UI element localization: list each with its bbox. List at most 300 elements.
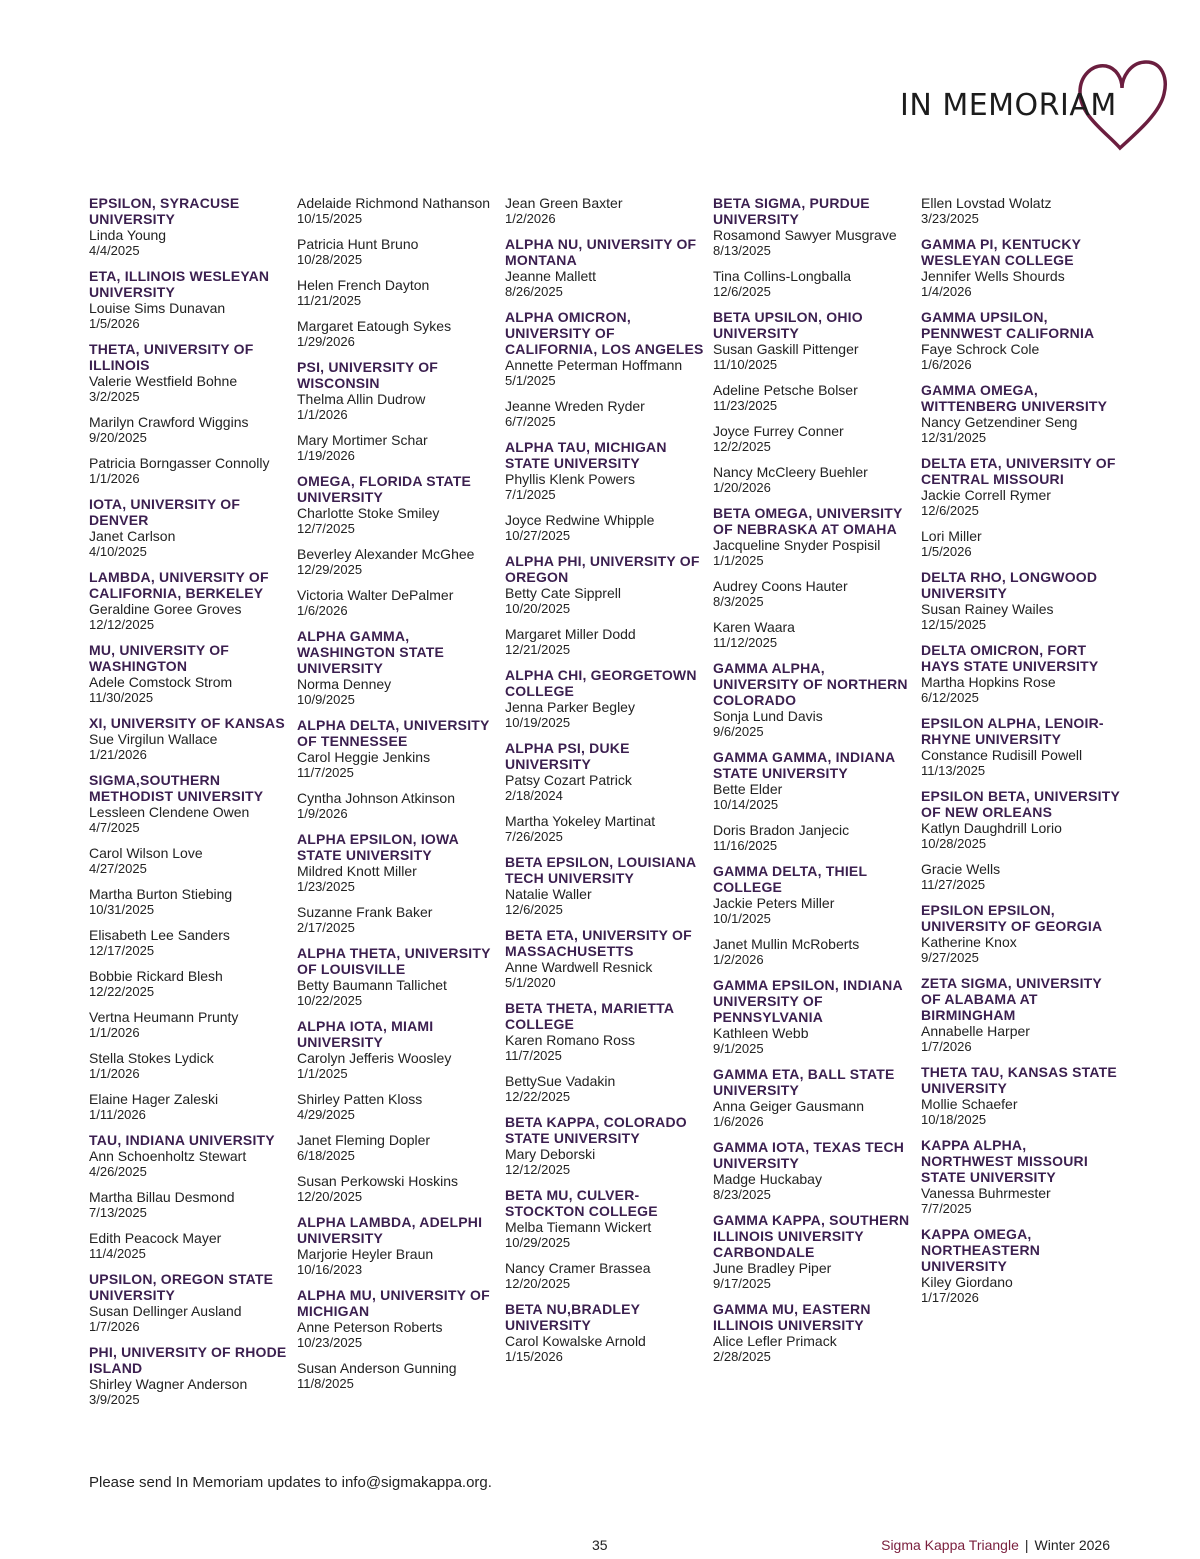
publication-info — [881, 1537, 1110, 1553]
chapter-heading: DELTA OMICRON, FORT HAYS STATE UNIVERSITY — [921, 642, 1099, 674]
memoriam-column-1 — [89, 195, 289, 1417]
memorial-entry — [297, 717, 497, 781]
chapter-heading: EPSILON EPSILON, UNIVERSITY OF GEORGIA — [921, 902, 1103, 934]
memorial-entry — [713, 863, 913, 927]
member-name: Nancy Getzendiner Seng — [921, 414, 1078, 430]
death-date: 12/22/2025 — [505, 1089, 571, 1104]
memorial-entry — [713, 309, 913, 373]
chapter-heading: BETA SIGMA, PURDUE UNIVERSITY — [713, 195, 870, 227]
member-name: Marilyn Crawford Wiggins — [89, 414, 249, 430]
memorial-entry — [297, 587, 497, 619]
death-date: 8/13/2025 — [713, 243, 771, 258]
member-name: Faye Schrock Cole — [921, 341, 1040, 357]
death-date: 4/10/2025 — [89, 544, 147, 559]
memorial-entry — [713, 660, 913, 740]
chapter-heading: IOTA, UNIVERSITY OF DENVER — [89, 496, 241, 528]
death-date: 1/19/2026 — [297, 448, 355, 463]
death-date: 10/14/2025 — [713, 797, 779, 812]
memorial-entry — [89, 968, 289, 1000]
chapter-heading: ALPHA TAU, MICHIGAN STATE UNIVERSITY — [505, 439, 667, 471]
member-name: Susan Rainey Wailes — [921, 601, 1054, 617]
chapter-heading: ALPHA MU, UNIVERSITY OF MICHIGAN — [297, 1287, 490, 1319]
memorial-entry — [297, 359, 497, 423]
memorial-entry — [89, 1009, 289, 1041]
death-date: 12/31/2025 — [921, 430, 987, 445]
member-name: Margaret Eatough Sykes — [297, 318, 452, 334]
chapter-heading: DELTA RHO, LONGWOOD UNIVERSITY — [921, 569, 1098, 601]
chapter-heading: KAPPA ALPHA, NORTHWEST MISSOURI STATE UNIVERSITY — [921, 1137, 1088, 1185]
memorial-entry — [297, 236, 497, 268]
memorial-entry — [89, 1230, 289, 1262]
chapter-heading: EPSILON BETA, UNIVERSITY OF NEW ORLEANS — [921, 788, 1120, 820]
death-date: 8/23/2025 — [713, 1187, 771, 1202]
member-name: Susan Perkowski Hoskins — [297, 1173, 459, 1189]
member-name: Susan Gaskill Pittenger — [713, 341, 859, 357]
death-date: 7/13/2025 — [89, 1205, 147, 1220]
death-date: 12/7/2025 — [297, 521, 355, 536]
member-name: Jennifer Wells Shourds — [921, 268, 1065, 284]
chapter-heading: THETA TAU, KANSAS STATE UNIVERSITY — [921, 1064, 1117, 1096]
member-name: Rosamond Sawyer Musgrave — [713, 227, 897, 243]
chapter-heading: SIGMA,SOUTHERN METHODIST UNIVERSITY — [89, 772, 264, 804]
member-name: Mollie Schaefer — [921, 1096, 1018, 1112]
chapter-heading: BETA MU, CULVER-STOCKTON COLLEGE — [505, 1187, 658, 1219]
death-date: 5/1/2020 — [505, 975, 556, 990]
member-name: Stella Stokes Lydick — [89, 1050, 214, 1066]
memorial-entry — [89, 1271, 289, 1335]
chapter-heading: GAMMA ALPHA, UNIVERSITY OF NORTHERN COLORADO — [713, 660, 908, 708]
member-name: Jackie Peters Miller — [713, 895, 835, 911]
memorial-entry — [297, 1360, 497, 1392]
member-name: Adelaide Richmond Nathanson — [297, 195, 491, 211]
death-date: 11/23/2025 — [713, 398, 778, 413]
memorial-entry — [89, 642, 289, 706]
memorial-entry — [713, 619, 913, 651]
memorial-entry — [921, 569, 1121, 633]
memorial-entry — [713, 382, 913, 414]
member-name: Charlotte Stoke Smiley — [297, 505, 440, 521]
memorial-entry — [297, 904, 497, 936]
memorial-entry — [89, 715, 289, 763]
member-name: Patsy Cozart Patrick — [505, 772, 632, 788]
member-name: Audrey Coons Hauter — [713, 578, 848, 594]
death-date: 6/12/2025 — [921, 690, 979, 705]
member-name: Lori Miller — [921, 528, 982, 544]
memorial-entry — [89, 1344, 289, 1408]
memorial-entry — [505, 553, 705, 617]
memorial-entry — [921, 195, 1121, 227]
chapter-heading: PHI, UNIVERSITY OF RHODE ISLAND — [89, 1344, 287, 1376]
death-date: 8/3/2025 — [713, 594, 764, 609]
member-name: Patricia Hunt Bruno — [297, 236, 419, 252]
death-date: 1/17/2026 — [921, 1290, 979, 1305]
chapter-heading: EPSILON ALPHA, LENOIR-RHYNE UNIVERSITY — [921, 715, 1104, 747]
death-date: 1/2/2026 — [713, 952, 764, 967]
page-title: IN MEMORIAM — [900, 88, 1117, 123]
death-date: 10/31/2025 — [89, 902, 155, 917]
memorial-entry — [505, 1114, 705, 1178]
memorial-entry — [89, 1050, 289, 1082]
member-name: Alice Lefler Primack — [713, 1333, 837, 1349]
chapter-heading: ALPHA DELTA, UNIVERSITY OF TENNESSEE — [297, 717, 490, 749]
memorial-entry — [505, 309, 705, 389]
memorial-entry — [505, 398, 705, 430]
member-name: BettySue Vadakin — [505, 1073, 616, 1089]
memorial-entry — [713, 1139, 913, 1203]
death-date: 1/9/2026 — [297, 806, 348, 821]
member-name: Kiley Giordano — [921, 1274, 1013, 1290]
death-date: 11/21/2025 — [297, 293, 362, 308]
death-date: 12/12/2025 — [505, 1162, 571, 1177]
death-date: 6/18/2025 — [297, 1148, 355, 1163]
death-date: 1/1/2026 — [89, 471, 140, 486]
chapter-heading: LAMBDA, UNIVERSITY OF CALIFORNIA, BERKELEY — [89, 569, 269, 601]
memorial-entry — [921, 1226, 1121, 1306]
death-date: 10/19/2025 — [505, 715, 571, 730]
death-date: 10/27/2025 — [505, 528, 571, 543]
death-date: 1/29/2026 — [297, 334, 355, 349]
memoriam-column-5 — [921, 195, 1121, 1315]
death-date: 9/1/2025 — [713, 1041, 764, 1056]
member-name: Shirley Patten Kloss — [297, 1091, 423, 1107]
memorial-entry — [713, 578, 913, 610]
death-date: 4/26/2025 — [89, 1164, 147, 1179]
memorial-entry — [89, 1132, 289, 1180]
member-name: Ann Schoenholtz Stewart — [89, 1148, 247, 1164]
member-name: Norma Denney — [297, 676, 392, 692]
member-name: Natalie Waller — [505, 886, 592, 902]
death-date: 12/2/2025 — [713, 439, 771, 454]
memorial-entry — [921, 642, 1121, 706]
memorial-entry — [505, 195, 705, 227]
memorial-entry — [921, 788, 1121, 852]
member-name: Mary Mortimer Schar — [297, 432, 428, 448]
memorial-entry — [297, 546, 497, 578]
death-date: 7/26/2025 — [505, 829, 563, 844]
death-date: 12/29/2025 — [297, 562, 363, 577]
chapter-heading: DELTA ETA, UNIVERSITY OF CENTRAL MISSOURI — [921, 455, 1116, 487]
death-date: 12/21/2025 — [505, 642, 571, 657]
member-name: Marjorie Heyler Braun — [297, 1246, 434, 1262]
memorial-entry — [297, 1132, 497, 1164]
death-date: 2/28/2025 — [713, 1349, 771, 1364]
publication-name: Sigma Kappa Triangle — [881, 1537, 1019, 1553]
death-date: 9/20/2025 — [89, 430, 147, 445]
member-name: Vertna Heumann Prunty — [89, 1009, 239, 1025]
death-date: 11/8/2025 — [297, 1376, 354, 1391]
death-date: 1/2/2026 — [505, 211, 556, 226]
memorial-entry — [713, 1301, 913, 1365]
member-name: Martha Burton Stiebing — [89, 886, 233, 902]
memorial-entry — [89, 268, 289, 332]
chapter-heading: GAMMA EPSILON, INDIANA UNIVERSITY OF PENNSYLVANIA — [713, 977, 903, 1025]
death-date: 10/20/2025 — [505, 601, 571, 616]
memorial-entry — [297, 195, 497, 227]
member-name: Ellen Lovstad Wolatz — [921, 195, 1052, 211]
chapter-heading: BETA THETA, MARIETTA COLLEGE — [505, 1000, 674, 1032]
memoriam-column-3 — [505, 195, 705, 1374]
memorial-entry — [505, 667, 705, 731]
chapter-heading: BETA KAPPA, COLORADO STATE UNIVERSITY — [505, 1114, 687, 1146]
memorial-entry — [89, 569, 289, 633]
memorial-entry — [713, 195, 913, 259]
memorial-entry — [505, 439, 705, 503]
memorial-entry — [713, 936, 913, 968]
chapter-heading: ALPHA NU, UNIVERSITY OF MONTANA — [505, 236, 697, 268]
chapter-heading: ETA, ILLINOIS WESLEYAN UNIVERSITY — [89, 268, 270, 300]
member-name: Janet Fleming Dopler — [297, 1132, 431, 1148]
member-name: June Bradley Piper — [713, 1260, 832, 1276]
chapter-heading: ALPHA PHI, UNIVERSITY OF OREGON — [505, 553, 700, 585]
member-name: Elaine Hager Zaleski — [89, 1091, 219, 1107]
member-name: Jackie Correll Rymer — [921, 487, 1051, 503]
death-date: 1/1/2026 — [89, 1066, 140, 1081]
memorial-entry — [297, 831, 497, 895]
member-name: Madge Huckabay — [713, 1171, 822, 1187]
member-name: Patricia Borngasser Connolly — [89, 455, 270, 471]
member-name: Linda Young — [89, 227, 167, 243]
member-name: Janet Mullin McRoberts — [713, 936, 860, 952]
death-date: 9/6/2025 — [713, 724, 764, 739]
death-date: 10/18/2025 — [921, 1112, 987, 1127]
death-date: 7/1/2025 — [505, 487, 556, 502]
death-date: 1/6/2026 — [297, 603, 348, 618]
member-name: Nancy McCleery Buehler — [713, 464, 868, 480]
death-date: 10/29/2025 — [505, 1235, 571, 1250]
member-name: Lessleen Clendene Owen — [89, 804, 250, 820]
chapter-heading: GAMMA KAPPA, SOUTHERN ILLINOIS UNIVERSITY CARBONDALE — [713, 1212, 910, 1260]
memorial-entry — [505, 1260, 705, 1292]
memorial-entry — [89, 195, 289, 259]
memorial-entry — [297, 473, 497, 537]
member-name: Doris Bradon Janjecic — [713, 822, 850, 838]
death-date: 10/15/2025 — [297, 211, 363, 226]
death-date: 7/7/2025 — [921, 1201, 972, 1216]
death-date: 12/6/2025 — [713, 284, 771, 299]
member-name: Carol Wilson Love — [89, 845, 203, 861]
memorial-entry — [297, 1091, 497, 1123]
death-date: 1/4/2026 — [921, 284, 972, 299]
death-date: 3/9/2025 — [89, 1392, 140, 1407]
chapter-heading: ALPHA GAMMA, WASHINGTON STATE UNIVERSITY — [297, 628, 445, 676]
chapter-heading: ZETA SIGMA, UNIVERSITY OF ALABAMA AT BIRMINGHAM — [921, 975, 1102, 1023]
member-name: Sue Virgilun Wallace — [89, 731, 218, 747]
memorial-entry — [505, 1301, 705, 1365]
member-name: Anne Peterson Roberts — [297, 1319, 443, 1335]
member-name: Gracie Wells — [921, 861, 1001, 877]
chapter-heading: GAMMA GAMMA, INDIANA STATE UNIVERSITY — [713, 749, 895, 781]
chapter-heading: BETA ETA, UNIVERSITY OF MASSACHUSETTS — [505, 927, 692, 959]
member-name: Thelma Allin Dudrow — [297, 391, 426, 407]
member-name: Melba Tiemann Wickert — [505, 1219, 652, 1235]
death-date: 1/1/2025 — [713, 553, 764, 568]
member-name: Mildred Knott Miller — [297, 863, 417, 879]
death-date: 10/28/2025 — [921, 836, 987, 851]
chapter-heading: GAMMA IOTA, TEXAS TECH UNIVERSITY — [713, 1139, 905, 1171]
memorial-entry — [505, 1073, 705, 1105]
memorial-entry — [505, 813, 705, 845]
memorial-entry — [921, 236, 1121, 300]
death-date: 10/9/2025 — [297, 692, 355, 707]
memorial-entry — [921, 902, 1121, 966]
member-name: Victoria Walter DePalmer — [297, 587, 454, 603]
death-date: 2/18/2024 — [505, 788, 563, 803]
footer-note: Please send In Memoriam updates to info@sigmakappa.org. — [89, 1474, 492, 1491]
member-name: Susan Dellinger Ausland — [89, 1303, 242, 1319]
chapter-heading: ALPHA PSI, DUKE UNIVERSITY — [505, 740, 630, 772]
member-name: Janet Carlson — [89, 528, 176, 544]
memorial-entry — [89, 927, 289, 959]
death-date: 1/1/2026 — [89, 1025, 140, 1040]
memorial-entry — [505, 1187, 705, 1251]
memorial-entry — [297, 790, 497, 822]
chapter-heading: ALPHA IOTA, MIAMI UNIVERSITY — [297, 1018, 434, 1050]
member-name: Jenna Parker Begley — [505, 699, 635, 715]
death-date: 12/22/2025 — [89, 984, 155, 999]
member-name: Jeanne Wreden Ryder — [505, 398, 645, 414]
member-name: Jeanne Mallett — [505, 268, 597, 284]
member-name: Adeline Petsche Bolser — [713, 382, 858, 398]
member-name: Louise Sims Dunavan — [89, 300, 226, 316]
death-date: 10/23/2025 — [297, 1335, 363, 1350]
chapter-heading: MU, UNIVERSITY OF WASHINGTON — [89, 642, 230, 674]
member-name: Geraldine Goree Groves — [89, 601, 242, 617]
death-date: 11/27/2025 — [921, 877, 986, 892]
member-name: Tina Collins-Longballa — [713, 268, 852, 284]
death-date: 12/15/2025 — [921, 617, 987, 632]
memorial-entry — [921, 309, 1121, 373]
chapter-heading: GAMMA ETA, BALL STATE UNIVERSITY — [713, 1066, 895, 1098]
chapter-heading: ALPHA EPSILON, IOWA STATE UNIVERSITY — [297, 831, 459, 863]
member-name: Annabelle Harper — [921, 1023, 1030, 1039]
memorial-entry — [713, 749, 913, 813]
death-date: 2/17/2025 — [297, 920, 355, 935]
member-name: Cyntha Johnson Atkinson — [297, 790, 455, 806]
chapter-heading: BETA OMEGA, UNIVERSITY OF NEBRASKA AT OMAHA — [713, 505, 903, 537]
memorial-entry — [297, 945, 497, 1009]
death-date: 6/7/2025 — [505, 414, 556, 429]
member-name: Suzanne Frank Baker — [297, 904, 433, 920]
memorial-entry — [505, 740, 705, 804]
memorial-entry — [921, 455, 1121, 519]
chapter-heading: BETA EPSILON, LOUISIANA TECH UNIVERSITY — [505, 854, 696, 886]
death-date: 10/28/2025 — [297, 252, 363, 267]
page-number: 35 — [592, 1537, 608, 1553]
member-name: Susan Anderson Gunning — [297, 1360, 457, 1376]
member-name: Vanessa Buhrmester — [921, 1185, 1051, 1201]
member-name: Jacqueline Snyder Pospisil — [713, 537, 881, 553]
death-date: 12/12/2025 — [89, 617, 155, 632]
memorial-entry — [921, 528, 1121, 560]
memorial-entry — [713, 464, 913, 496]
memorial-entry — [89, 772, 289, 836]
death-date: 1/6/2026 — [713, 1114, 764, 1129]
death-date: 11/16/2025 — [713, 838, 778, 853]
death-date: 11/10/2025 — [713, 357, 778, 372]
member-name: Betty Baumann Tallichet — [297, 977, 447, 993]
member-name: Betty Cate Sipprell — [505, 585, 621, 601]
death-date: 10/1/2025 — [713, 911, 771, 926]
death-date: 11/7/2025 — [505, 1048, 562, 1063]
death-date: 12/6/2025 — [921, 503, 979, 518]
chapter-heading: ALPHA THETA, UNIVERSITY OF LOUISVILLE — [297, 945, 491, 977]
member-name: Martha Yokeley Martinat — [505, 813, 656, 829]
death-date: 1/15/2026 — [505, 1349, 563, 1364]
issue-label: Winter 2026 — [1034, 1537, 1110, 1553]
memorial-entry — [89, 496, 289, 560]
member-name: Anna Geiger Gausmann — [713, 1098, 864, 1114]
member-name: Carolyn Jefferis Woosley — [297, 1050, 452, 1066]
member-name: Nancy Cramer Brassea — [505, 1260, 651, 1276]
memorial-entry — [713, 977, 913, 1057]
memorial-entry — [505, 854, 705, 918]
memorial-entry — [713, 822, 913, 854]
member-name: Carol Kowalske Arnold — [505, 1333, 646, 1349]
memorial-entry — [921, 1064, 1121, 1128]
memorial-entry — [89, 1189, 289, 1221]
member-name: Karen Waara — [713, 619, 795, 635]
death-date: 4/7/2025 — [89, 820, 140, 835]
death-date: 11/13/2025 — [921, 763, 986, 778]
chapter-heading: GAMMA MU, EASTERN ILLINOIS UNIVERSITY — [713, 1301, 871, 1333]
chapter-heading: ALPHA CHI, GEORGETOWN COLLEGE — [505, 667, 697, 699]
memorial-entry — [505, 1000, 705, 1064]
member-name: Adele Comstock Strom — [89, 674, 233, 690]
member-name: Joyce Redwine Whipple — [505, 512, 655, 528]
memorial-entry — [713, 505, 913, 569]
chapter-heading: THETA, UNIVERSITY OF ILLINOIS — [89, 341, 254, 373]
memorial-entry — [297, 432, 497, 464]
memorial-entry — [89, 414, 289, 446]
member-name: Bobbie Rickard Blesh — [89, 968, 223, 984]
death-date: 1/11/2026 — [89, 1107, 146, 1122]
death-date: 12/20/2025 — [297, 1189, 363, 1204]
chapter-heading: GAMMA DELTA, THIEL COLLEGE — [713, 863, 867, 895]
death-date: 1/1/2025 — [297, 1066, 348, 1081]
chapter-heading: ALPHA LAMBDA, ADELPHI UNIVERSITY — [297, 1214, 483, 1246]
death-date: 5/1/2025 — [505, 373, 556, 388]
death-date: 9/27/2025 — [921, 950, 979, 965]
chapter-heading: GAMMA PI, KENTUCKY WESLEYAN COLLEGE — [921, 236, 1081, 268]
member-name: Karen Romano Ross — [505, 1032, 635, 1048]
memorial-entry — [89, 455, 289, 487]
memorial-entry — [297, 318, 497, 350]
memorial-entry — [921, 1137, 1121, 1217]
chapter-heading: BETA NU,BRADLEY UNIVERSITY — [505, 1301, 640, 1333]
memorial-entry — [297, 1214, 497, 1278]
memorial-entry — [713, 423, 913, 455]
death-date: 3/23/2025 — [921, 211, 979, 226]
chapter-heading: EPSILON, SYRACUSE UNIVERSITY — [89, 195, 240, 227]
memorial-entry — [297, 1287, 497, 1351]
memorial-entry — [297, 1018, 497, 1082]
member-name: Joyce Furrey Conner — [713, 423, 844, 439]
memorial-entry — [505, 236, 705, 300]
death-date: 11/30/2025 — [89, 690, 154, 705]
death-date: 1/5/2026 — [921, 544, 972, 559]
memorial-entry — [921, 715, 1121, 779]
member-name: Katherine Knox — [921, 934, 1017, 950]
chapter-heading: ALPHA OMICRON, UNIVERSITY OF CALIFORNIA, LOS ANGELES — [505, 309, 704, 357]
chapter-heading: KAPPA OMEGA, NORTHEASTERN UNIVERSITY — [921, 1226, 1041, 1274]
member-name: Margaret Miller Dodd — [505, 626, 636, 642]
memorial-entry — [505, 927, 705, 991]
death-date: 1/20/2026 — [713, 480, 771, 495]
memorial-entry — [89, 1091, 289, 1123]
member-name: Elisabeth Lee Sanders — [89, 927, 230, 943]
death-date: 10/16/2023 — [297, 1262, 363, 1277]
member-name: Bette Elder — [713, 781, 783, 797]
